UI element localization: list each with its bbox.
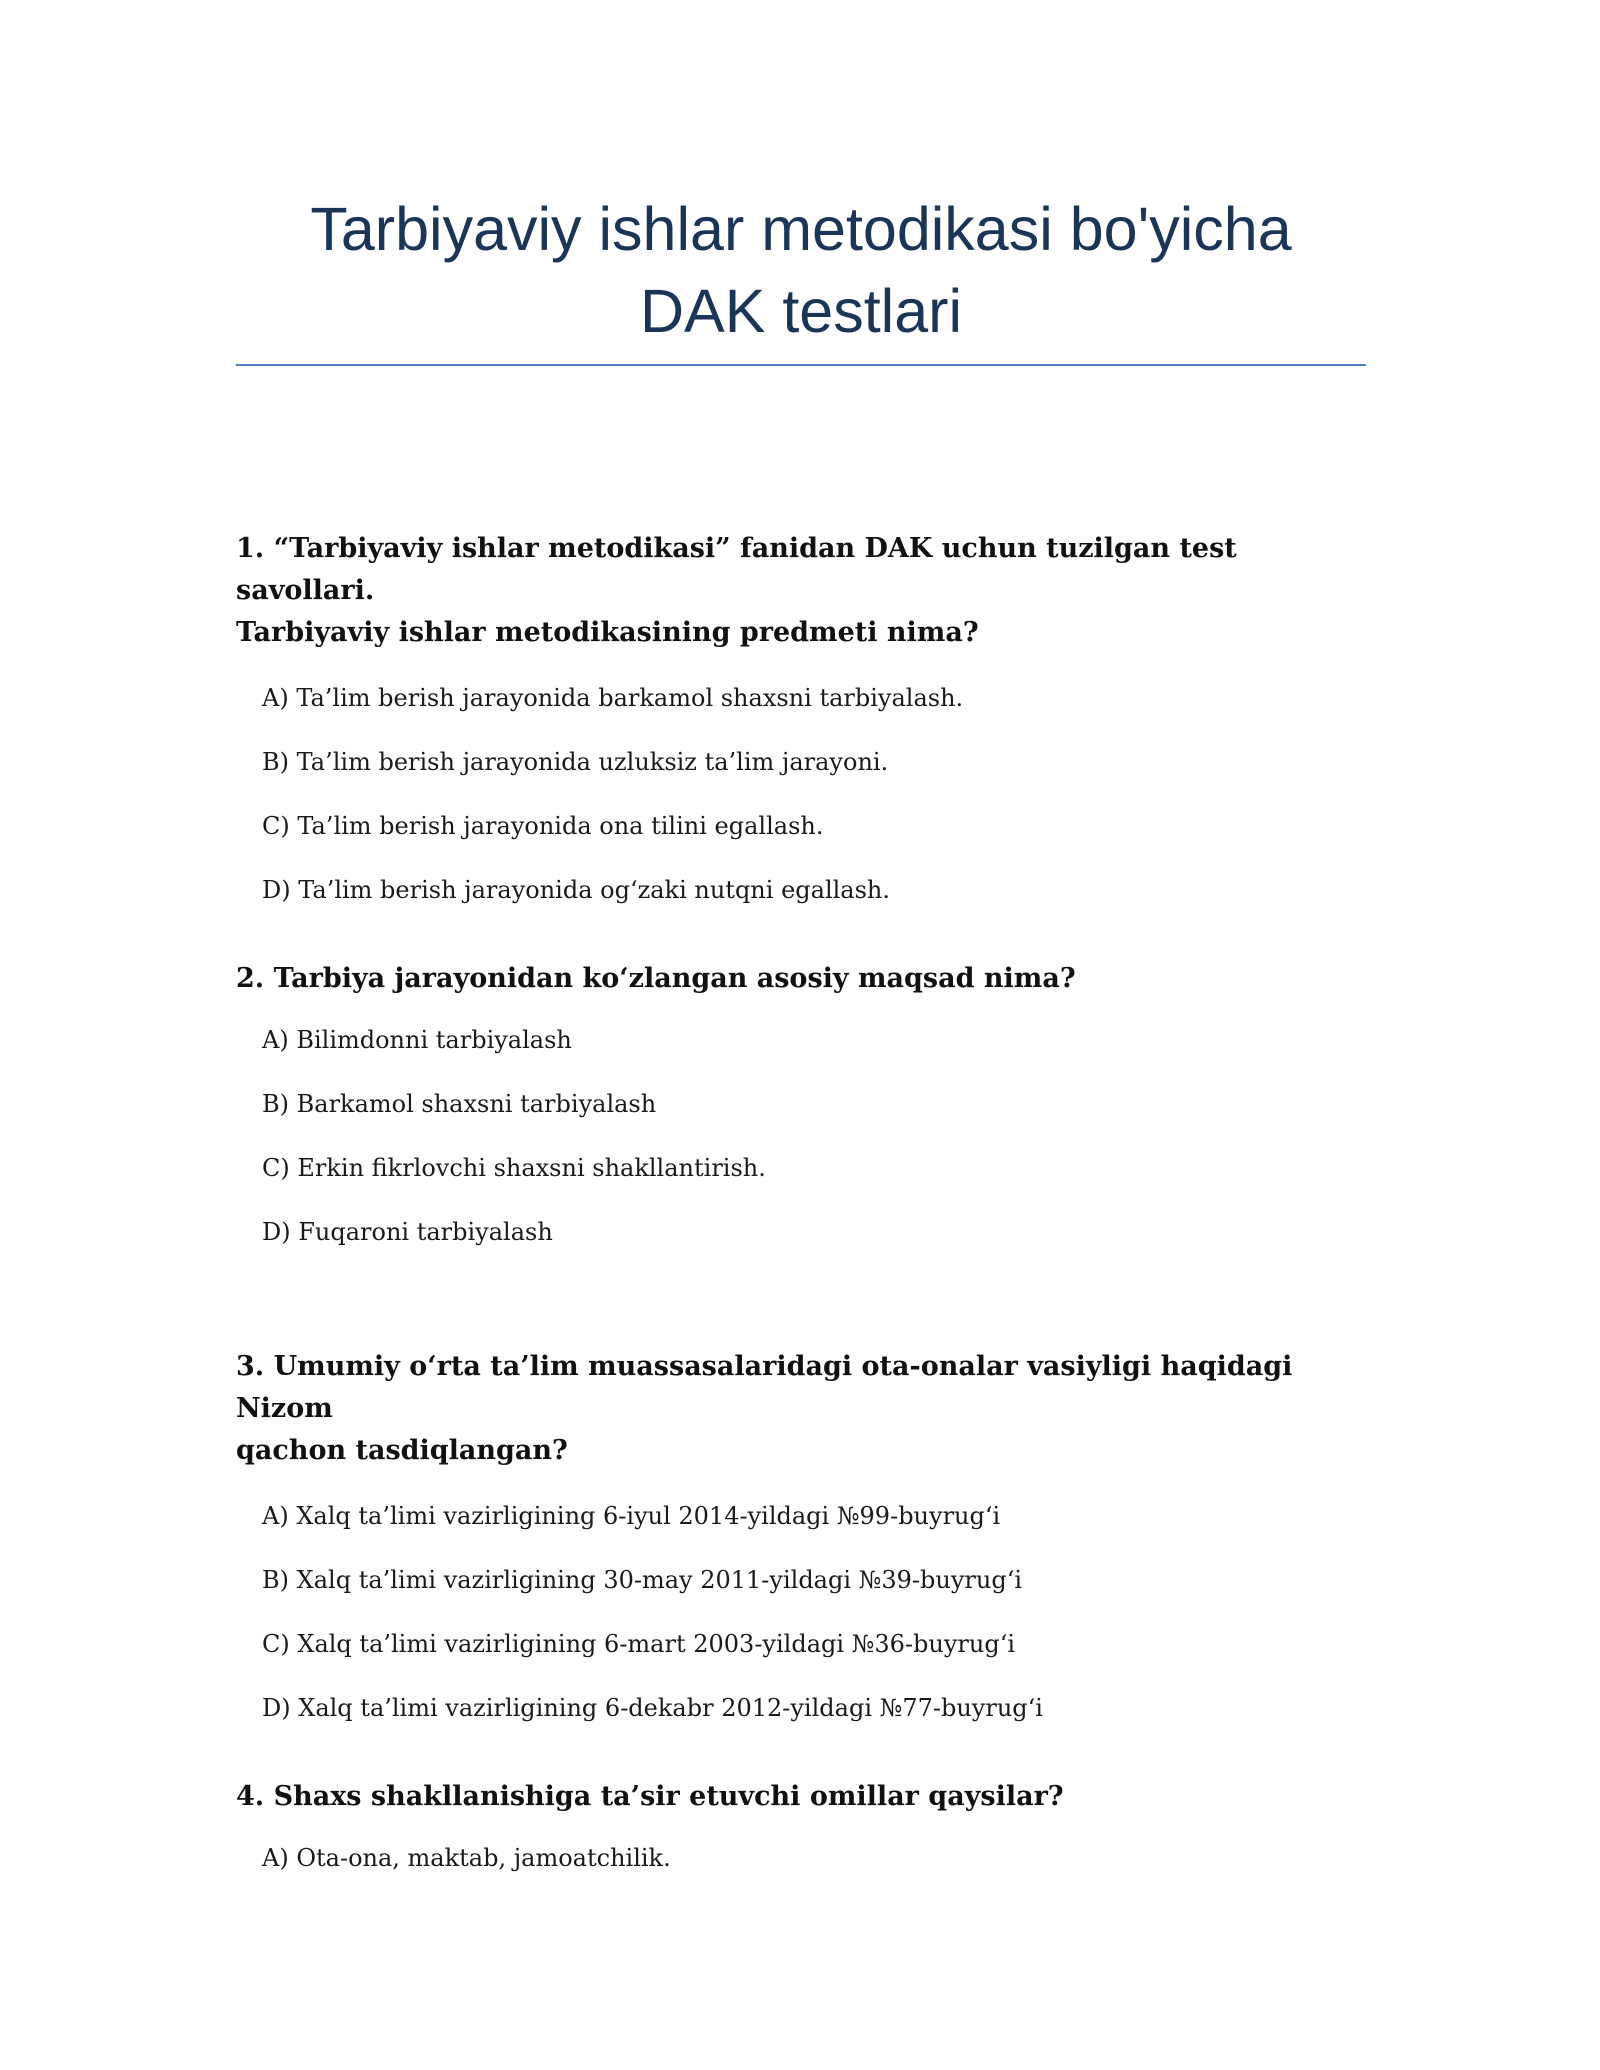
question-text-line: 3. Umumiy o‘rta ta’lim muassasalaridagi ota-onalar vasiyligi haqidagi Nizom [236, 1351, 1293, 1424]
title-line-1: Tarbiyaviy ishlar metodikasi bo'yicha [310, 195, 1292, 263]
question-1 [236, 528, 1366, 938]
answer-option-d: D) Fuqaroni tarbiyalash [262, 1218, 553, 1246]
question-text-line: 2. Tarbiya jarayonidan ko‘zlangan asosiy maqsad nima? [236, 963, 1076, 994]
question-text-line: 1. “Tarbiyaviy ishlar metodikasi” fanidan DAK uchun tuzilgan test savollari. [236, 533, 1237, 606]
answer-options [236, 1500, 1366, 1756]
answer-options [236, 1024, 1366, 1280]
answer-option-d: D) Xalq ta’limi vazirligining 6-dekabr 2012-yildagi №77-buyrug‘i [262, 1694, 1043, 1722]
question-text [236, 1776, 1366, 1818]
question-text [236, 1346, 1366, 1472]
title-line-2: DAK testlari [639, 277, 963, 345]
answer-option-a: A) Bilimdonni tarbiyalash [262, 1026, 572, 1054]
answer-option-c: C) Xalq ta’limi vazirligining 6-mart 2003-yildagi №36-buyrug‘i [262, 1630, 1016, 1658]
question-text-line: qachon tasdiqlangan? [236, 1435, 568, 1466]
answer-option-c: C) Erkin fikrlovchi shaxsni shakllantirish. [262, 1154, 766, 1182]
answer-option-b: B) Ta’lim berish jarayonida uzluksiz ta’lim jarayoni. [262, 748, 889, 776]
question-text-line: 4. Shaxs shakllanishiga ta’sir etuvchi omillar qaysilar? [236, 1781, 1064, 1812]
title-divider [236, 364, 1366, 366]
document-title [236, 188, 1366, 352]
question-2 [236, 958, 1366, 1280]
answer-option-b: B) Barkamol shaxsni tarbiyalash [262, 1090, 657, 1118]
question-3 [236, 1346, 1366, 1756]
question-4 [236, 1776, 1366, 1906]
answer-option-a: A) Ota-ona, maktab, jamoatchilik. [262, 1844, 671, 1872]
answer-option-c: C) Ta’lim berish jarayonida ona tilini egallash. [262, 812, 824, 840]
answer-option-d: D) Ta’lim berish jarayonida og‘zaki nutqni egallash. [262, 876, 891, 904]
question-text [236, 528, 1366, 654]
answer-option-a: A) Xalq ta’limi vazirligining 6-iyul 2014-yildagi №99-buyrug‘i [262, 1502, 1001, 1530]
answer-option-a: A) Ta’lim berish jarayonida barkamol shaxsni tarbiyalash. [262, 684, 964, 712]
answer-options [236, 1842, 1366, 1906]
answer-options [236, 682, 1366, 938]
answer-option-b: B) Xalq ta’limi vazirligining 30-may 2011-yildagi №39-buyrug‘i [262, 1566, 1022, 1594]
question-text [236, 958, 1366, 1000]
question-text-line: Tarbiyaviy ishlar metodikasining predmeti nima? [236, 617, 979, 648]
